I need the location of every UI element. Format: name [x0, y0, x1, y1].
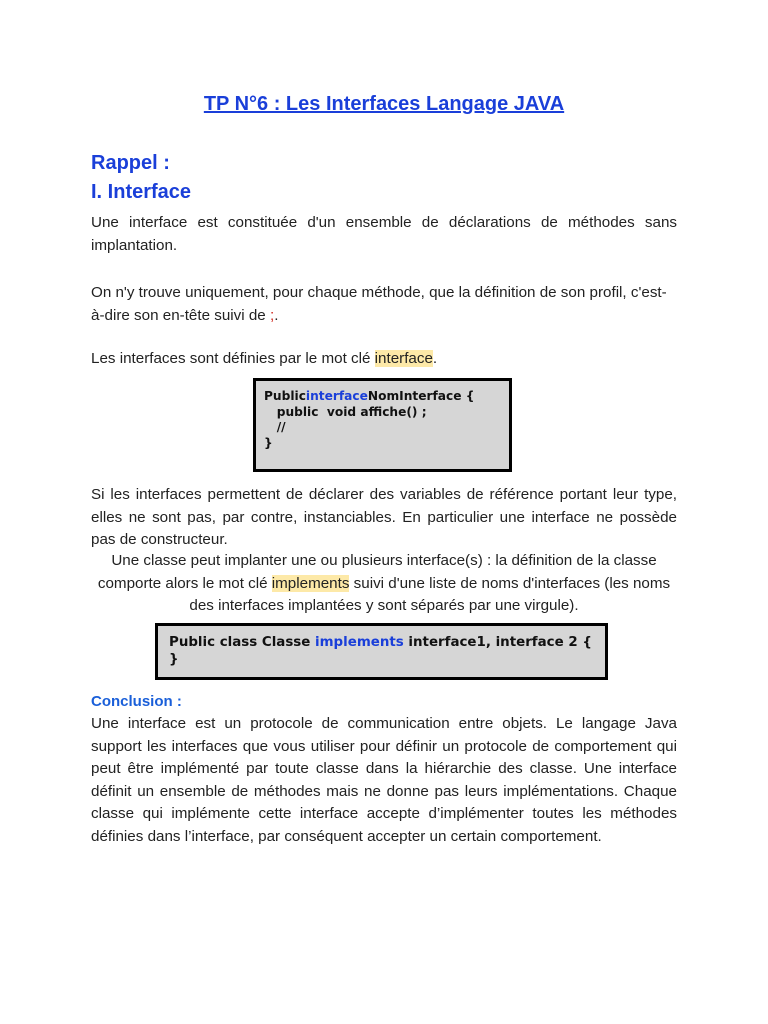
code-line: }: [169, 652, 179, 667]
conclusion-paragraph: Une interface est un protocole de communication entre objets. Le langage Java support les interfaces que vous utiliser pour définir un protocole de comportement qui peut être implémenté par toute classe dans la hiérarchie des classe. Une interface définit un ensemble de méthodes mais ne donne pas leurs implémentations. Chaque classe qui implémente cette interface accepte d’implémenter toutes les méthodes définies dans l’interface, par conséquent accepter un certain comportement.: [91, 715, 677, 845]
code-line: }: [264, 435, 273, 450]
paragraph-keyword: [91, 348, 677, 371]
paragraph-implements-text: Une classe peut implanter une ou plusieurs interface(s) : la définition de la classe comporte alors le mot clé: [97, 552, 657, 592]
paragraph-profile: [91, 282, 677, 327]
code-token: NomInterface {: [367, 389, 475, 403]
paragraph-instanciation: Si les interfaces permettent de déclarer des variables de référence portant leur type, elles ne sont pas, par contre, instanciables. En particulier une interface ne possède pas de constructeur.: [91, 486, 677, 549]
paragraph-definition: Une interface est constituée d'un ensemble de déclarations de méthodes sans implantation.: [91, 214, 677, 254]
paragraph-implements: [91, 550, 677, 618]
code-token: Public class Classe: [169, 635, 316, 650]
page-title: TP N°6 : Les Interfaces Langage JAVA: [203, 93, 565, 115]
code-keyword: interface: [305, 389, 368, 403]
conclusion-heading: Conclusion :: [91, 693, 182, 710]
paragraph-keyword-end: .: [432, 350, 438, 367]
code-token: interface1, interface 2 {: [403, 635, 592, 650]
paragraph-implements-rest: suivi d'une liste de noms d'interfaces (les noms des interfaces implantées y sont séparés par une virgule).: [189, 574, 671, 615]
code-line: [264, 389, 509, 405]
keyword-implements-highlight: implements: [271, 574, 350, 592]
code-line: public void affiche() ;: [264, 404, 427, 419]
paragraph-profile-text: On n'y trouve uniquement, pour chaque méthode, que la définition de son profil, c'est-à-dire son en-tête suivi de: [91, 284, 667, 324]
code-block-implements: [155, 623, 608, 680]
keyword-interface-highlight: interface: [374, 350, 433, 367]
code-token: Public: [264, 389, 306, 403]
paragraph-profile-end: .: [274, 306, 279, 324]
paragraph-keyword-text: Les interfaces sont définies par le mot clé: [91, 350, 375, 367]
heading-interface: I. Interface: [91, 181, 192, 203]
code-keyword: implements: [315, 635, 404, 650]
heading-rappel: Rappel :: [91, 152, 170, 174]
semicolon-mark: ;: [269, 306, 275, 324]
code-line: [169, 634, 605, 651]
code-block-interface: [253, 378, 512, 472]
code-line: //: [264, 420, 286, 434]
